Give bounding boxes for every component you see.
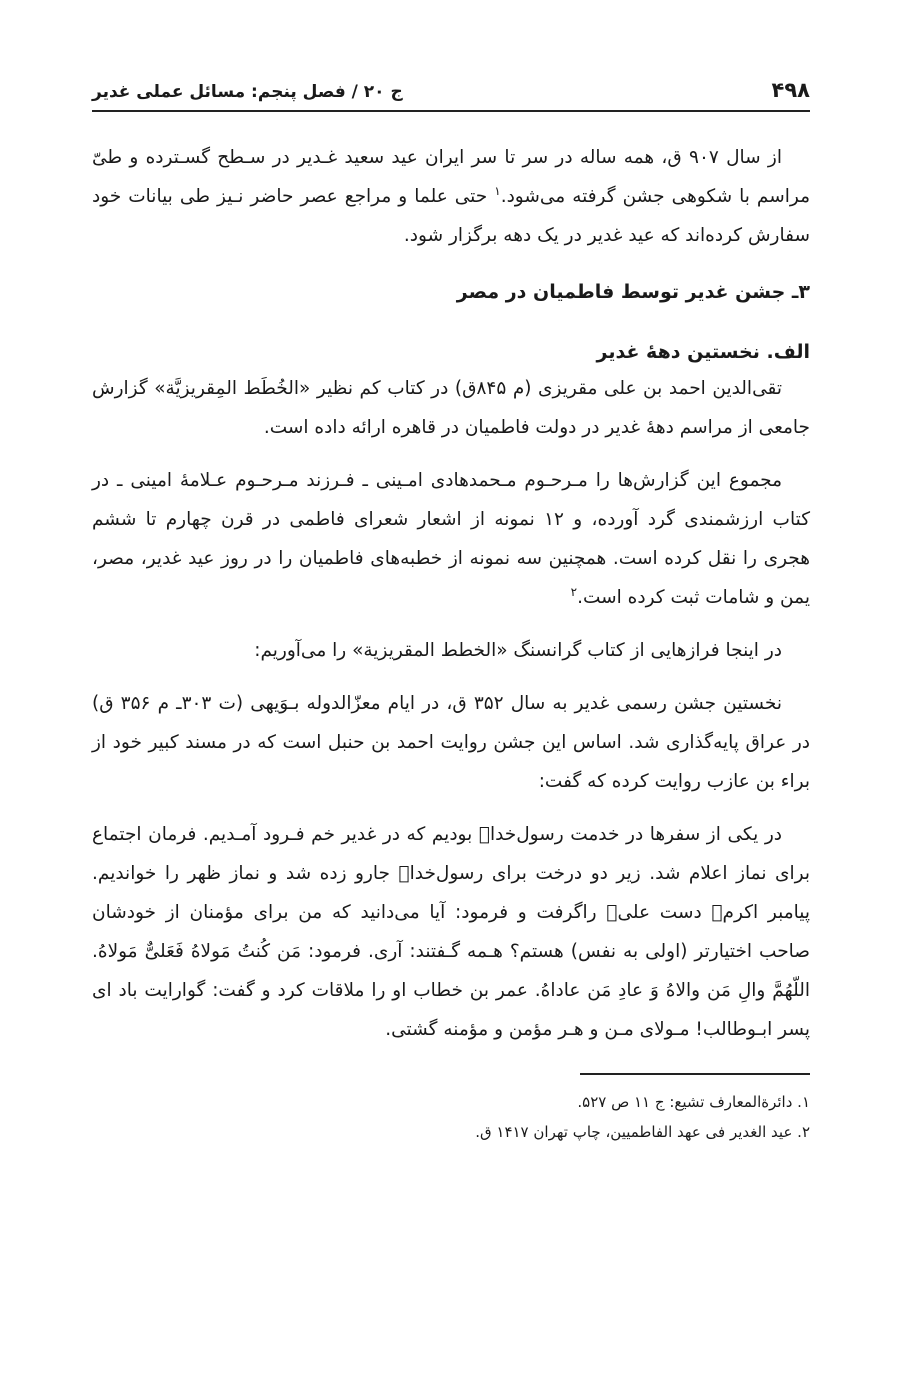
intro-text: از سال ۹۰۷ ق، همه ساله در سر تا سر ایران عید سعید غـدیر در سـطح گسـترده و طیّ مراسم با شکوهی جشن گرفته می‌شود. (92, 147, 810, 207)
hadith-paragraph: در یکی از سفرها در خدمت رسول‌خداﷺ بودیم که در غدیر خم فـرود آمـدیم. فرمان اجتماع برای نماز اعلام شد. زیر دو درخت برای رسول‌خداﷺ جارو زده شد و نماز ظهر را خواندیم. پیامبر اکرمﷺ دست علیؑ راگرفت و فرمود: آیا می‌دانید که من برای مؤمنان از خودشان صاحب اختیارتر (اولی به نفس) هستم؟ هـمه گـفتند: آری. فرمود: مَن کُنتُ مَولاهُ فَعَلیٌّ مَولاهُ. اللّهُمَّ والِ مَن والاهُ وَ عادِ مَن عاداهُ. عمر بن خطاب او را ملاقات کرد و گفت: گوارایت باد ای پسر ابـوطالب! مـولای مـن و هـر مؤمن و مؤمنه گشتی. (92, 824, 810, 1040)
intro-paragraph (92, 138, 810, 255)
footnote-ref-2[interactable]: ۲ (570, 584, 578, 599)
footnote-divider (580, 1073, 810, 1075)
excerpt-intro-paragraph: در اینجا فرازهایی از کتاب گرانسنگ «الخطط المقریزیة» را می‌آوریم: (254, 640, 782, 661)
first-celebration-paragraph: نخستین جشن رسمی غدیر به سال ۳۵۲ ق، در ایام معزّالدوله بـوَیهی (ت ۳۰۳ـ م ۳۵۶ ق) در عراق پایه‌گذاری شد. اساس این جشن روایت احمد بن حنبل است که در مسند کبیر خود از براء بن عازب روایت کرده که گفت: (92, 693, 810, 792)
book-page (92, 62, 810, 1147)
amini-paragraph (92, 461, 810, 617)
amini-text: مجموع این گزارش‌ها را مـرحـوم مـحمدهادی امـینی ـ فـرزند مـرحـوم عـلامهٔ امینی ـ در کتاب ارزشمندی گرد آورده، و ۱۲ نمونه از اشعار شعرای فاطمی در قرن چهارم تا ششم هجری را نقل کرده است. همچنین سه نمونه از خطبه‌های فاطمیان را در روز عید غدیر، مصر، یمن و شامات ثبت کرده است. (92, 470, 810, 608)
intro-text-continued: حتی علما و مراجع عصر حاضر نـیز طی بیانات خود سفارش کرده‌اند که عید غدیر در یک دهه برگزار شود. (92, 186, 810, 246)
footnote-ref-1[interactable]: ۱ (494, 183, 501, 198)
maqrizi-paragraph: تقی‌الدین احمد بن علی مقریزی (م ۸۴۵ق) در کتاب کم نظیر «الخُطَط المِقریزیَّة» گزارش جامعی از مراسم دههٔ غدیر در دولت فاطمیان در قاهره ارائه داده است. (92, 378, 810, 438)
section-heading: ۳ـ جشن غدیر توسط فاطمیان در مصر (456, 281, 810, 303)
footnote-1: ۱. دائرة‌المعارف تشیع: ج ۱۱ ص ۵۲۷. (577, 1093, 810, 1111)
page-header (92, 62, 810, 112)
page-number: ۴۹۸ (771, 78, 810, 102)
sub-heading: الف. نخستین دههٔ غدیر (596, 341, 810, 363)
footnote-2: ۲. عید الغدیر فی عهد الفاطمیین، چاپ تهران ۱۴۱۷ ق. (475, 1123, 810, 1141)
footnotes (92, 1087, 810, 1147)
running-head: ج ۲۰ / فصل پنجم: مسائل عملی غدیر (92, 82, 403, 102)
